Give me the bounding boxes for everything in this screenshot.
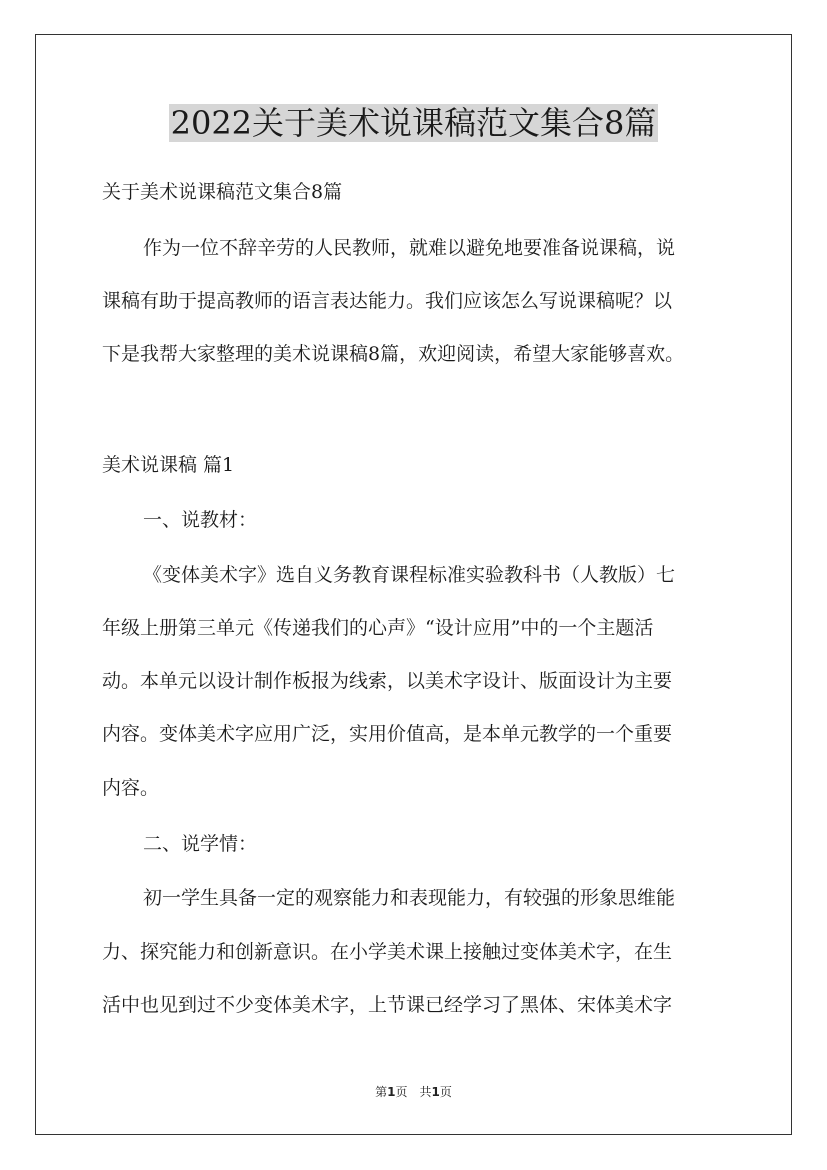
intro-line: 课稿有助于提高教师的语言表达能力。我们应该怎么写说课稿呢？以 xyxy=(102,290,673,312)
paragraph-line: 内容。变体美术字应用广泛，实用价值高，是本单元教学的一个重要 xyxy=(102,723,673,745)
part1-heading: 一、说教材： xyxy=(143,509,258,531)
document-title-text: 2022关于美术说课稿范文集合8篇 xyxy=(170,104,657,142)
paragraph-line: 内容。 xyxy=(102,777,160,799)
paragraph-line: 年级上册第三单元《传递我们的心声》“设计应用”中的一个主题活 xyxy=(102,617,654,639)
footer-page-current: 1 xyxy=(387,1085,396,1099)
paragraph-line: 力、探究能力和创新意识。在小学美术课上接触过变体美术字，在生 xyxy=(102,941,673,963)
document-title xyxy=(0,100,827,146)
footer-page-mid: 页 共 xyxy=(395,1085,432,1099)
paragraph-line: 活中也见到过不少变体美术字，上节课已经学习了黑体、宋体美术字 xyxy=(102,994,673,1016)
paragraph-line: 初一学生具备一定的观察能力和表现能力，有较强的形象思维能 xyxy=(143,887,676,909)
part2-heading: 二、说学情： xyxy=(143,833,258,855)
document-subtitle: 关于美术说课稿范文集合8篇 xyxy=(102,181,343,203)
page-footer xyxy=(0,1084,827,1100)
intro-line: 作为一位不辞辛劳的人民教师，就难以避免地要准备说课稿，说 xyxy=(143,237,676,259)
paragraph-line: 《变体美术字》选自义务教育课程标准实验教科书（人教版）七 xyxy=(143,564,676,586)
section-heading: 美术说课稿 篇1 xyxy=(102,454,235,476)
intro-line: 下是我帮大家整理的美术说课稿8篇，欢迎阅读，希望大家能够喜欢。 xyxy=(102,343,685,365)
footer-page-suffix: 页 xyxy=(439,1085,452,1099)
paragraph-line: 动。本单元以设计制作板报为线索，以美术字设计、版面设计为主要 xyxy=(102,670,673,692)
footer-page-prefix: 第 xyxy=(375,1085,388,1099)
footer-page-total: 1 xyxy=(431,1085,440,1099)
